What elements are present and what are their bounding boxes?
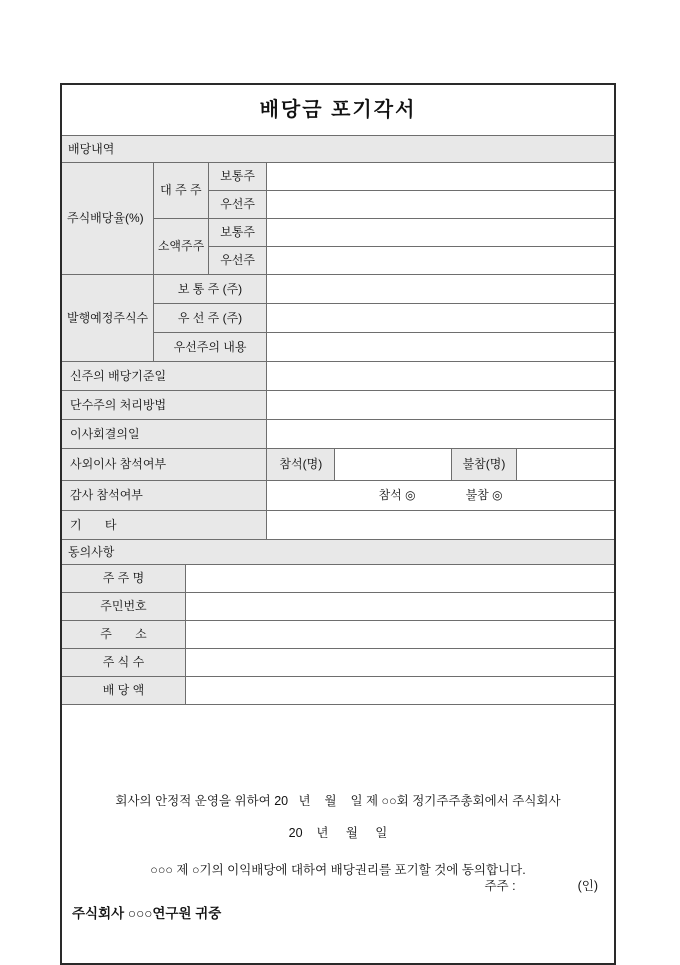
- consent-statement-block: [61, 705, 615, 964]
- fractional-shares-label: 단수주의 처리방법: [61, 391, 267, 420]
- outside-director-absent-count-field[interactable]: [517, 449, 615, 481]
- planned-preferred-detail-label: 우선주의 내용: [153, 333, 266, 362]
- major-common-rate-field[interactable]: [267, 163, 615, 191]
- outside-director-attend-count-field[interactable]: [335, 449, 451, 481]
- share-count-field[interactable]: [185, 649, 615, 677]
- dividend-amount-label: 배 당 액: [61, 677, 185, 705]
- dividend-waiver-form: [60, 83, 616, 965]
- minor-preferred-stock-label: 우선주: [209, 247, 267, 275]
- major-common-stock-label: 보통주: [209, 163, 267, 191]
- signature-line: [450, 864, 598, 909]
- address-field[interactable]: [185, 621, 615, 649]
- outside-director-attend-label: 참석(명): [267, 449, 335, 481]
- form-title: 배당금 포기각서: [61, 84, 615, 136]
- major-preferred-stock-label: 우선주: [209, 191, 267, 219]
- consent-statement-line2: ○○○ 제 ○기의 이익배당에 대하여 배당권리를 포기할 것에 동의합니다.: [150, 862, 526, 877]
- resident-number-field[interactable]: [185, 593, 615, 621]
- minor-shareholder-label: 소액주주: [153, 219, 208, 275]
- shareholder-name-label: 주 주 명: [61, 565, 185, 593]
- auditor-attendance-options: [267, 481, 615, 511]
- shareholder-name-field[interactable]: [185, 565, 615, 593]
- board-resolution-date-field[interactable]: [267, 420, 615, 449]
- address-label: 주 소: [61, 621, 185, 649]
- auditor-attend-option[interactable]: 참석 ◎: [378, 488, 416, 503]
- planned-preferred-label: 우 선 주 (주): [153, 304, 266, 333]
- major-preferred-rate-field[interactable]: [267, 191, 615, 219]
- dividend-amount-field[interactable]: [185, 677, 615, 705]
- fractional-shares-field[interactable]: [267, 391, 615, 420]
- auditor-absent-option[interactable]: 불참 ◎: [465, 488, 503, 503]
- etc-label: 기 타: [61, 511, 267, 540]
- section-header-dividend-details: 배당내역: [61, 136, 615, 163]
- shareholder-signature-label: 주주 :: [484, 878, 516, 893]
- planned-common-label: 보 통 주 (주): [153, 275, 266, 304]
- resident-number-label: 주민번호: [61, 593, 185, 621]
- planned-preferred-field[interactable]: [267, 304, 615, 333]
- minor-common-rate-field[interactable]: [267, 219, 615, 247]
- planned-shares-label: 발행예정주식수: [61, 275, 153, 362]
- etc-field[interactable]: [267, 511, 615, 540]
- share-count-label: 주 식 수: [61, 649, 185, 677]
- planned-preferred-detail-field[interactable]: [267, 333, 615, 362]
- planned-common-field[interactable]: [267, 275, 615, 304]
- outside-director-attendance-label: 사외이사 참석여부: [61, 449, 267, 481]
- major-shareholder-label: 대 주 주: [153, 163, 208, 219]
- seal-mark-label: (인): [577, 878, 598, 893]
- outside-director-absent-label: 불참(명): [451, 449, 516, 481]
- record-date-label: 신주의 배당기준일: [61, 362, 267, 391]
- auditor-attendance-label: 감사 참석여부: [61, 481, 267, 511]
- minor-preferred-rate-field[interactable]: [267, 247, 615, 275]
- stock-dividend-rate-label: 주식배당율(%): [61, 163, 153, 275]
- date-line: 20 년 월 일: [288, 825, 388, 840]
- consent-statement-line1: 회사의 안정적 운영을 위하여 20 년 월 일 제 ○○회 정기주주총회에서 주식회사: [115, 793, 561, 808]
- minor-common-stock-label: 보통주: [209, 219, 267, 247]
- section-header-consent: 동의사항: [61, 540, 615, 565]
- record-date-field[interactable]: [267, 362, 615, 391]
- board-resolution-date-label: 이사회결의일: [61, 420, 267, 449]
- recipient-line: 주식회사 ○○○연구원 귀중: [72, 905, 222, 921]
